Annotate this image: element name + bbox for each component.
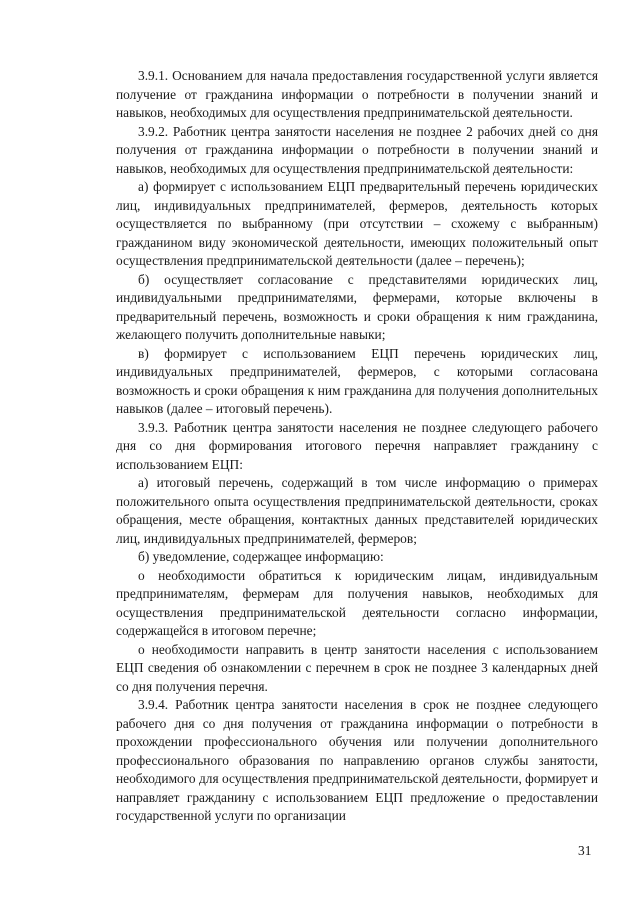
paragraph-3-9-1: 3.9.1. Основанием для начала предоставления государственной услуги является получение от гражданина информации о потребности в получении знаний и навыков, необходимых для осуществления предпринимательской деятельности. xyxy=(116,68,598,120)
document-body xyxy=(116,67,598,826)
page-number: 31 xyxy=(578,843,592,858)
paragraph-3-9-2: 3.9.2. Работник центра занятости населения не позднее 2 рабочих дней со дня получения от гражданина информации о потребности в получении знаний и навыков, необходимых для осуществления предпринимательской деятельности: xyxy=(116,123,598,176)
paragraph-3-9-3-b: б) уведомление, содержащее информацию: xyxy=(138,549,384,564)
paragraph-3-9-2-a: а) формирует с использованием ЕЦП предварительный перечень юридических лиц, индивидуальных предпринимателей, фермеров, деятельность которых осуществляется по выбранному (при отсутствии – схожему с выбранным) гражданином виду экономической деятельности, имеющих положительный опыт осуществления предпринимательской деятельности (далее – перечень); xyxy=(116,179,598,268)
paragraph-3-9-4: 3.9.4. Работник центра занятости населения в срок не позднее следующего рабочего дня со дня получения от гражданина информации о потребности в прохождении профессионального обучения или получении дополнительного профессионального образования по направлению органов службы занятости, необходимого для осуществления предпринимательской деятельности, формирует и направляет гражданину с использованием ЕЦП предложение о предоставлении государственной услуги по организации xyxy=(116,697,598,823)
paragraph-3-9-2-v: в) формирует с использованием ЕЦП перечень юридических лиц, индивидуальных предпринимателей, фермеров, с которыми согласована возможность и сроки обращения к ним гражданина для получения дополнительных навыков (далее – итоговый перечень). xyxy=(116,345,598,416)
paragraph-3-9-3-a: а) итоговый перечень, содержащий в том числе информацию о примерах положительного опыта осуществления предпринимательской деятельности, сроках обращения, месте обращения, контактных данных представителей юридических лиц, индивидуальных предпринимателей, фермеров; xyxy=(116,475,598,546)
paragraph-3-9-2-b: б) осуществляет согласование с представителями юридических лиц, индивидуальными предпринимателями, фермерами, которые включены в предварительный перечень, возможность и сроки обращения к ним гражданина, желающего получить дополнительные навыки; xyxy=(116,271,598,342)
paragraph-3-9-3: 3.9.3. Работник центра занятости населения не позднее следующего рабочего дня со дня формирования итогового перечня направляет гражданину с использованием ЕЦП: xyxy=(116,419,598,472)
paragraph-3-9-3-b-item-1: о необходимости обратиться к юридическим лицам, индивидуальным предпринимателям, фермерам для получения навыков, необходимых для осуществления предпринимательской деятельности согласно информации, содержащейся в итоговом перечне; xyxy=(116,567,598,638)
paragraph-3-9-3-b-item-2: о необходимости направить в центр занятости населения с использованием ЕЦП сведения об ознакомлении с перечнем в срок не позднее 3 календарных дней со дня получения перечня. xyxy=(116,641,598,694)
